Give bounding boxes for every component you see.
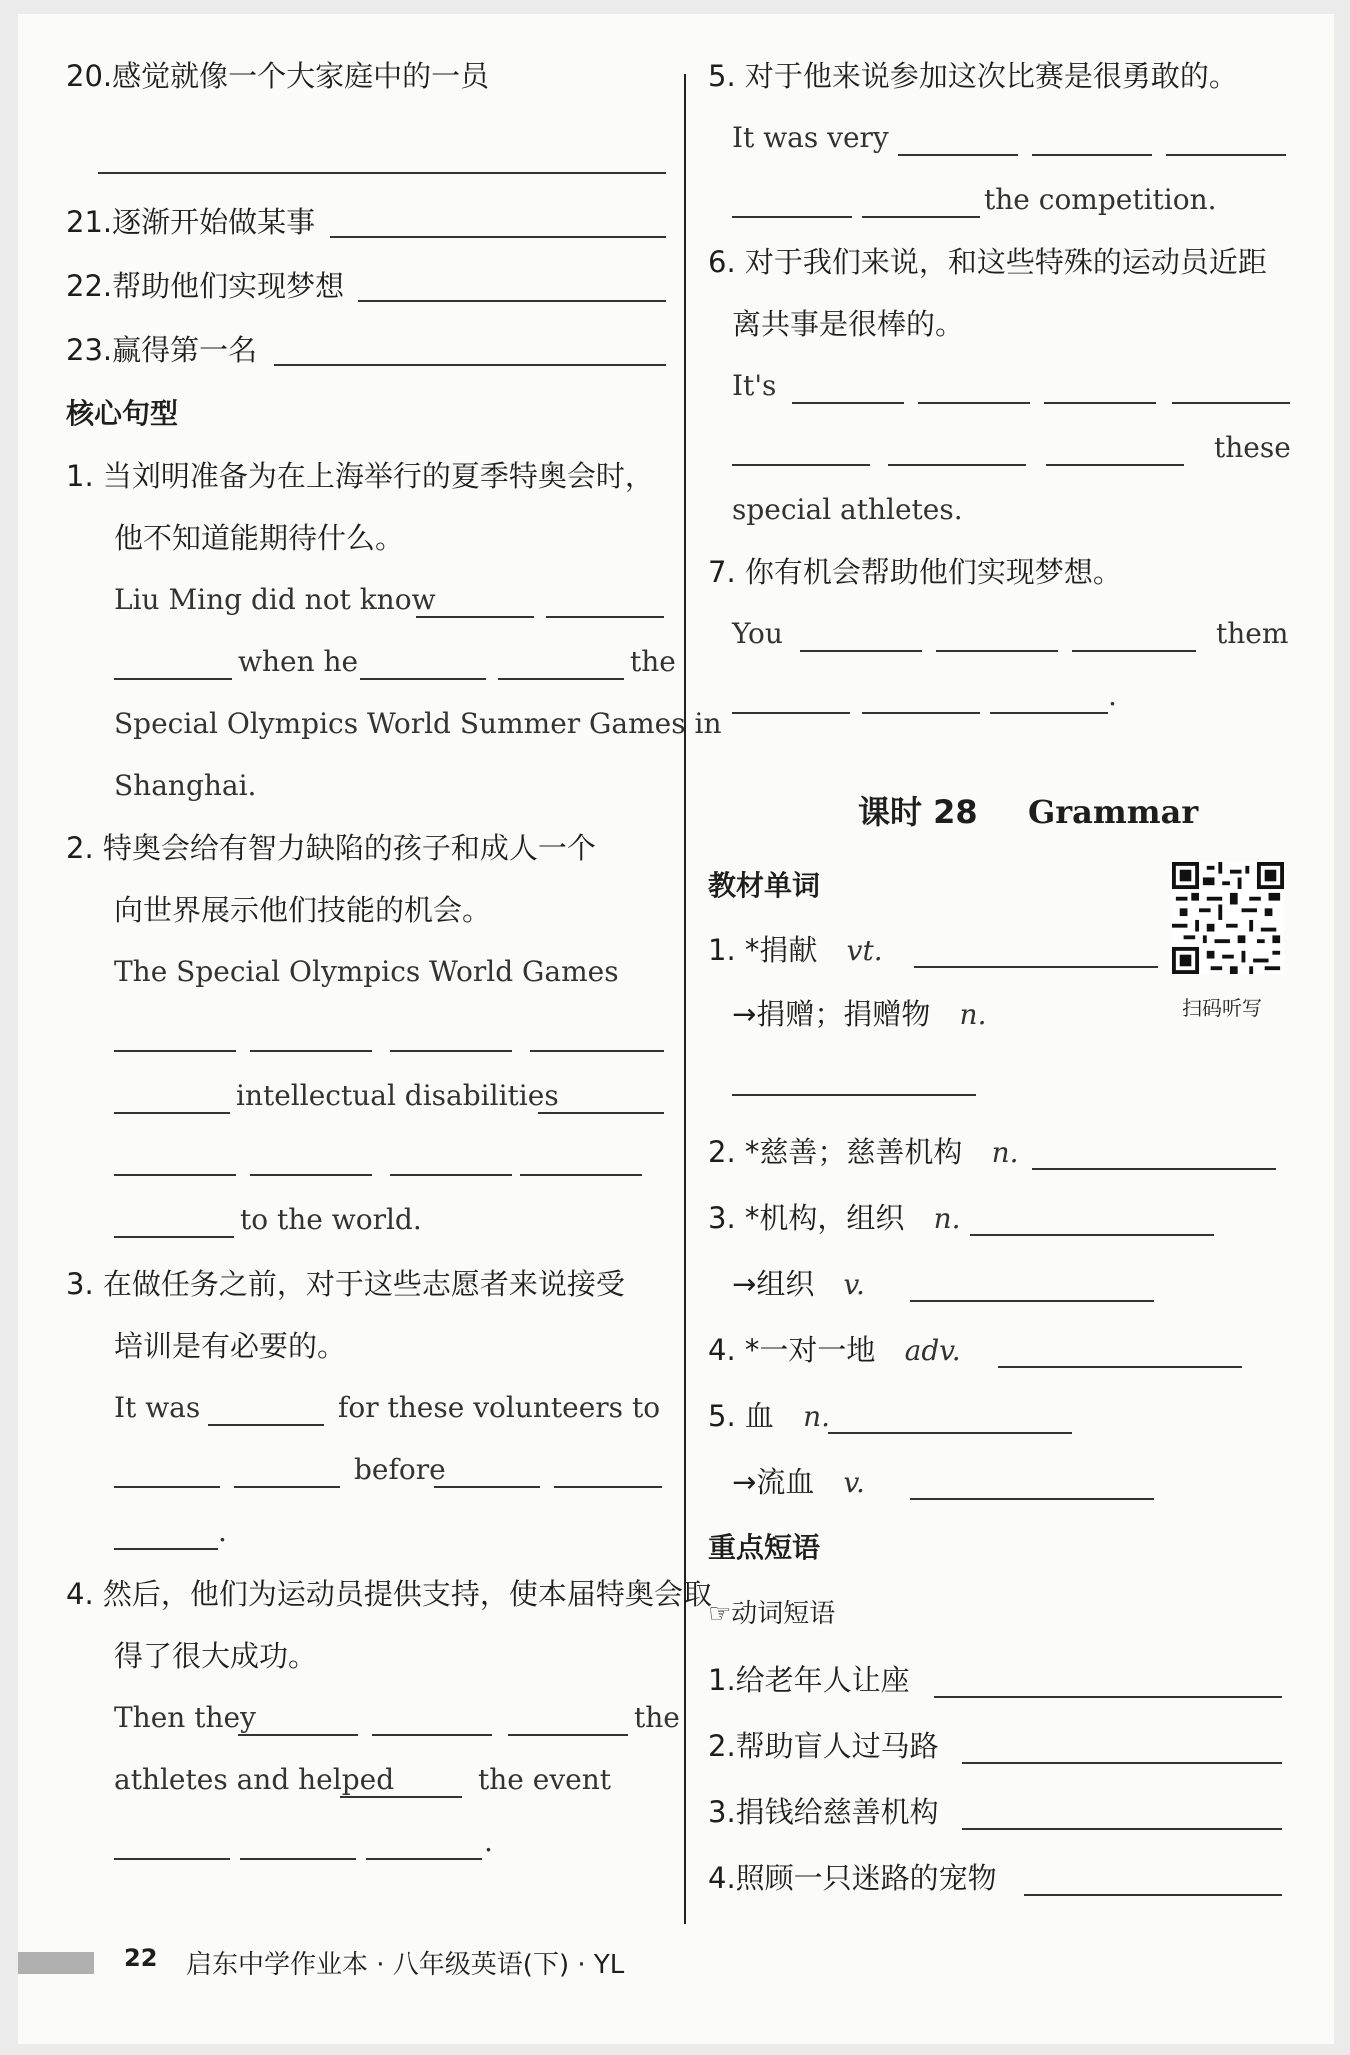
- vocab-5-blank[interactable]: [828, 1432, 1072, 1434]
- vocab-5-derived-blank[interactable]: [910, 1498, 1154, 1500]
- s4-en-line2a: athletes and helped: [114, 1763, 395, 1796]
- s3-blank-1[interactable]: [208, 1424, 324, 1426]
- vocab-3-derived-blank[interactable]: [910, 1300, 1154, 1302]
- blank-20[interactable]: [98, 172, 666, 174]
- s1-blank-5[interactable]: [498, 678, 624, 680]
- s4-blank-1[interactable]: [238, 1734, 358, 1736]
- phrase-1-blank[interactable]: [934, 1696, 1282, 1698]
- s3-blank-3[interactable]: [234, 1486, 340, 1488]
- vocab-3-derived: →组织 v.: [732, 1267, 865, 1301]
- s2-blank-4[interactable]: [530, 1050, 664, 1052]
- vocab-1-blank[interactable]: [914, 966, 1158, 968]
- s2-en-line1: The Special Olympics World Games: [114, 955, 619, 988]
- s2-blank-1[interactable]: [114, 1050, 236, 1052]
- workbook-page: [18, 14, 1334, 2044]
- phrase-4: 4.照顾一只迷路的宠物: [708, 1861, 997, 1895]
- qr-hint: 扫码听写: [1182, 996, 1262, 1020]
- s6-blank-2[interactable]: [918, 402, 1030, 404]
- vocab-3-blank[interactable]: [970, 1234, 1214, 1236]
- s2-en-line5: to the world.: [240, 1203, 422, 1236]
- s6-blank-5[interactable]: [732, 464, 870, 466]
- s7-blank-5[interactable]: [862, 712, 980, 714]
- s2-blank-7[interactable]: [114, 1174, 236, 1176]
- vocab-2-blank[interactable]: [1032, 1168, 1276, 1170]
- s5-en-line2: the competition.: [984, 183, 1217, 216]
- s2-blank-6[interactable]: [538, 1112, 664, 1114]
- s3-en-line2: before: [354, 1453, 446, 1486]
- right-column: [698, 14, 1334, 2044]
- s5-blank-4[interactable]: [732, 216, 852, 218]
- s7-blank-4[interactable]: [732, 712, 850, 714]
- s4-en-line1b: the: [634, 1701, 680, 1734]
- s1-en-line1: Liu Ming did not know: [114, 583, 436, 616]
- s5-en-line1: It was very: [732, 121, 889, 154]
- s5-cn: 5. 对于他来说参加这次比赛是很勇敢的。: [708, 59, 1238, 93]
- s7-en-line2: .: [1108, 679, 1117, 712]
- s6-blank-3[interactable]: [1044, 402, 1156, 404]
- vocab-5: 5. 血 n.: [708, 1399, 831, 1433]
- verb-phrases-label: ☞动词短语: [708, 1599, 836, 1629]
- s3-en-line1b: for these volunteers to: [338, 1391, 661, 1424]
- s5-blank-1[interactable]: [898, 154, 1018, 156]
- phrase-4-blank[interactable]: [1024, 1894, 1282, 1896]
- footer-bar: [18, 1952, 94, 1974]
- item-23: 23.赢得第一名: [66, 333, 258, 367]
- s7-en-line1a: You: [732, 617, 783, 650]
- vocab-2: 2. *慈善；慈善机构 n.: [708, 1135, 1019, 1169]
- s4-en-line2b: the event: [478, 1763, 611, 1796]
- s2-blank-11[interactable]: [114, 1236, 234, 1238]
- s3-blank-6[interactable]: [114, 1548, 218, 1550]
- s1-cn-line2: 他不知道能期待什么。: [114, 521, 405, 555]
- s1-en-line2-mid: when he: [238, 645, 359, 678]
- s6-cn-line2: 离共事是很棒的。: [732, 307, 965, 341]
- s4-blank-6[interactable]: [240, 1858, 356, 1860]
- s1-en-line2-end: the: [630, 645, 676, 678]
- column-divider: [684, 74, 686, 1924]
- s7-en-line1b: them: [1216, 617, 1289, 650]
- section-core-sentences: 核心句型: [66, 397, 179, 430]
- s2-blank-8[interactable]: [250, 1174, 372, 1176]
- page-footer: [18, 1942, 918, 1986]
- s1-blank-2[interactable]: [546, 616, 664, 618]
- s5-blank-5[interactable]: [862, 216, 980, 218]
- s4-blank-4[interactable]: [340, 1796, 462, 1798]
- s5-blank-2[interactable]: [1032, 154, 1152, 156]
- s3-blank-2[interactable]: [114, 1486, 220, 1488]
- s7-blank-1[interactable]: [800, 650, 922, 652]
- s4-en-line1a: Then they: [114, 1701, 256, 1734]
- vocab-3: 3. *机构，组织 n.: [708, 1201, 961, 1235]
- section-textbook-words: 教材单词: [708, 869, 821, 902]
- s6-blank-1[interactable]: [792, 402, 904, 404]
- left-column: [18, 14, 722, 2044]
- s2-cn-line2: 向世界展示他们技能的机会。: [114, 893, 492, 927]
- phrase-2-blank[interactable]: [962, 1762, 1282, 1764]
- blank-22[interactable]: [358, 300, 666, 302]
- s2-blank-3[interactable]: [390, 1050, 512, 1052]
- page-number: 22: [124, 1944, 158, 1972]
- s3-en-line1a: It was: [114, 1391, 201, 1424]
- s6-blank-6[interactable]: [888, 464, 1026, 466]
- item-20: 20.感觉就像一个大家庭中的一员: [66, 59, 490, 93]
- s4-blank-2[interactable]: [372, 1734, 492, 1736]
- s7-cn: 7. 你有机会帮助他们实现梦想。: [708, 555, 1122, 589]
- lesson-number: 课时 28: [858, 793, 978, 831]
- item-22: 22.帮助他们实现梦想: [66, 269, 345, 303]
- vocab-5-derived: →流血 v.: [732, 1465, 865, 1499]
- vocab-1-derived: →捐赠；捐赠物 n.: [732, 997, 987, 1031]
- book-title: 启东中学作业本 · 八年级英语(下) · YL: [186, 1950, 625, 1980]
- s4-blank-3[interactable]: [508, 1734, 628, 1736]
- s4-blank-7[interactable]: [366, 1858, 482, 1860]
- phrase-3-blank[interactable]: [962, 1828, 1282, 1830]
- s1-cn-line1: 1. 当刘明准备为在上海举行的夏季特奥会时，: [66, 459, 654, 493]
- s5-blank-3[interactable]: [1166, 154, 1286, 156]
- blank-21[interactable]: [330, 236, 666, 238]
- s1-blank-1[interactable]: [416, 616, 534, 618]
- s1-en-line3: Special Olympics World Summer Games in: [114, 707, 722, 740]
- s2-blank-9[interactable]: [390, 1174, 512, 1176]
- s7-blank-2[interactable]: [936, 650, 1058, 652]
- s4-en-line3: .: [484, 1825, 493, 1858]
- s1-blank-3[interactable]: [114, 678, 232, 680]
- s1-en-line4: Shanghai.: [114, 769, 257, 802]
- lesson-name: Grammar: [1027, 793, 1199, 831]
- vocab-4: 4. *一对一地 adv.: [708, 1333, 961, 1367]
- s2-blank-5[interactable]: [114, 1112, 230, 1114]
- blank-23[interactable]: [274, 364, 666, 366]
- vocab-4-blank[interactable]: [998, 1366, 1242, 1368]
- s6-en-line1: It's: [732, 369, 777, 402]
- phrase-3: 3.捐钱给慈善机构: [708, 1795, 939, 1829]
- s4-cn-line1: 4. 然后，他们为运动员提供支持，使本届特奥会取: [66, 1577, 712, 1611]
- s7-blank-3[interactable]: [1072, 650, 1196, 652]
- s7-blank-6[interactable]: [990, 712, 1108, 714]
- qr-code-icon[interactable]: [1172, 862, 1284, 974]
- s6-blank-4[interactable]: [1172, 402, 1290, 404]
- s2-blank-2[interactable]: [250, 1050, 372, 1052]
- section-key-phrases: 重点短语: [708, 1531, 821, 1564]
- vocab-1-derived-blank[interactable]: [732, 1094, 976, 1096]
- phrase-1: 1.给老年人让座: [708, 1663, 910, 1697]
- s3-blank-4[interactable]: [434, 1486, 540, 1488]
- s2-en-line3: intellectual disabilities: [236, 1079, 559, 1112]
- s6-blank-7[interactable]: [1046, 464, 1184, 466]
- s4-cn-line2: 得了很大成功。: [114, 1639, 318, 1673]
- s2-cn-line1: 2. 特奥会给有智力缺陷的孩子和成人一个: [66, 831, 596, 865]
- s6-en-line3: special athletes.: [732, 493, 963, 526]
- phrase-2: 2.帮助盲人过马路: [708, 1729, 939, 1763]
- vocab-1: 1. *捐献 vt.: [708, 933, 883, 967]
- item-21: 21.逐渐开始做某事: [66, 205, 316, 239]
- s2-blank-10[interactable]: [520, 1174, 642, 1176]
- s3-en-line3: .: [218, 1515, 227, 1548]
- s1-blank-4[interactable]: [360, 678, 486, 680]
- lesson-title: [858, 790, 1198, 834]
- s6-en-line2: these: [1214, 431, 1291, 464]
- s3-cn-line2: 培训是有必要的。: [114, 1329, 347, 1363]
- s4-blank-5[interactable]: [114, 1858, 230, 1860]
- s6-cn-line1: 6. 对于我们来说，和这些特殊的运动员近距: [708, 245, 1267, 279]
- s3-blank-5[interactable]: [554, 1486, 662, 1488]
- s3-cn-line1: 3. 在做任务之前，对于这些志愿者来说接受: [66, 1267, 625, 1301]
